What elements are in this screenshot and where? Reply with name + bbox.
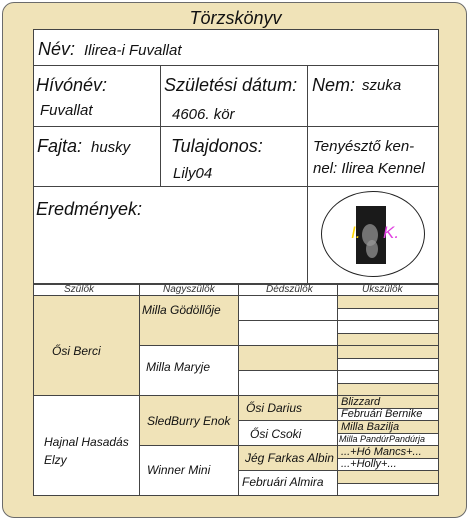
grandparent-2: Milla Maryje bbox=[146, 360, 211, 374]
breeder-cell bbox=[307, 126, 439, 187]
name-value: Ilirea-i Fuvallat bbox=[84, 42, 182, 59]
ggp-cell-3 bbox=[337, 320, 439, 334]
parent-sire: Ősi Berci bbox=[52, 344, 101, 358]
ggp-cell-1 bbox=[337, 295, 439, 309]
breeder-line-1: Tenyésztő ken- bbox=[313, 138, 415, 155]
parent-dam: Hajnal Hasadás Elzy bbox=[44, 435, 129, 467]
header-grandparents: Nagyszülők bbox=[163, 284, 215, 295]
great-grandparent-4: Februári Almira bbox=[242, 475, 324, 489]
owner-value: Lily04 bbox=[173, 165, 213, 182]
ggp-cell-5 bbox=[337, 345, 439, 359]
callname-value: Fuvallat bbox=[40, 102, 93, 119]
sex-value: szuka bbox=[362, 77, 402, 94]
owner-label: Tulajdonos: bbox=[171, 136, 263, 156]
ggp-5: ...+Hó Mancs+... bbox=[341, 446, 422, 458]
ggp-4: Milla PandúrPandúrja bbox=[339, 434, 426, 444]
birth-label: Születési dátum: bbox=[164, 75, 298, 95]
great-grandparent-cell-empty-4 bbox=[238, 370, 338, 396]
great-grandparent-3: Jég Farkas Albin bbox=[245, 451, 334, 465]
header-great-grandparents: Dédszülők bbox=[266, 284, 313, 295]
great-grandparent-cell-empty-3 bbox=[238, 345, 338, 371]
header-great-great: Ükszülők bbox=[362, 284, 403, 295]
results-divider bbox=[307, 186, 308, 284]
ggp-2: Februári Bernike bbox=[341, 408, 423, 420]
ggp-3: Milla Bazilja bbox=[341, 421, 400, 433]
header-parents: Szülők bbox=[64, 284, 95, 295]
ggp-cell-16 bbox=[337, 483, 439, 496]
callname-label: Hívónév: bbox=[36, 75, 108, 95]
ggp-cell-7 bbox=[337, 370, 439, 384]
ggp-cell-15 bbox=[337, 470, 439, 484]
birth-value: 4606. kör bbox=[172, 106, 235, 123]
ggp-1: Blizzard bbox=[341, 396, 381, 408]
smoke-image bbox=[356, 206, 386, 264]
grandparent-3: SledBurry Enok bbox=[147, 414, 231, 428]
breed-label: Fajta: bbox=[37, 136, 83, 156]
grandparent-4: Winner Mini bbox=[147, 463, 211, 477]
great-grandparent-1: Ősi Darius bbox=[246, 401, 303, 415]
grandparent-1: Milla Gödöllője bbox=[142, 303, 221, 317]
ggp-6: ...+Holly+... bbox=[341, 458, 397, 470]
page-title: Törzskönyv bbox=[189, 8, 282, 28]
great-grandparent-cell-empty-1 bbox=[238, 295, 338, 321]
great-grandparent-cell-empty-2 bbox=[238, 320, 338, 346]
results-label: Eredmények: bbox=[36, 199, 143, 219]
breeder-line-2: nel: Ilirea Kennel bbox=[313, 160, 425, 177]
logo-letter-k: K. bbox=[383, 223, 400, 242]
name-label: Név: bbox=[38, 39, 76, 59]
logo-letter-i: I. bbox=[351, 223, 361, 242]
breed-value: husky bbox=[91, 139, 131, 156]
great-grandparent-2: Ősi Csoki bbox=[250, 427, 302, 441]
sex-label: Nem: bbox=[312, 75, 356, 95]
